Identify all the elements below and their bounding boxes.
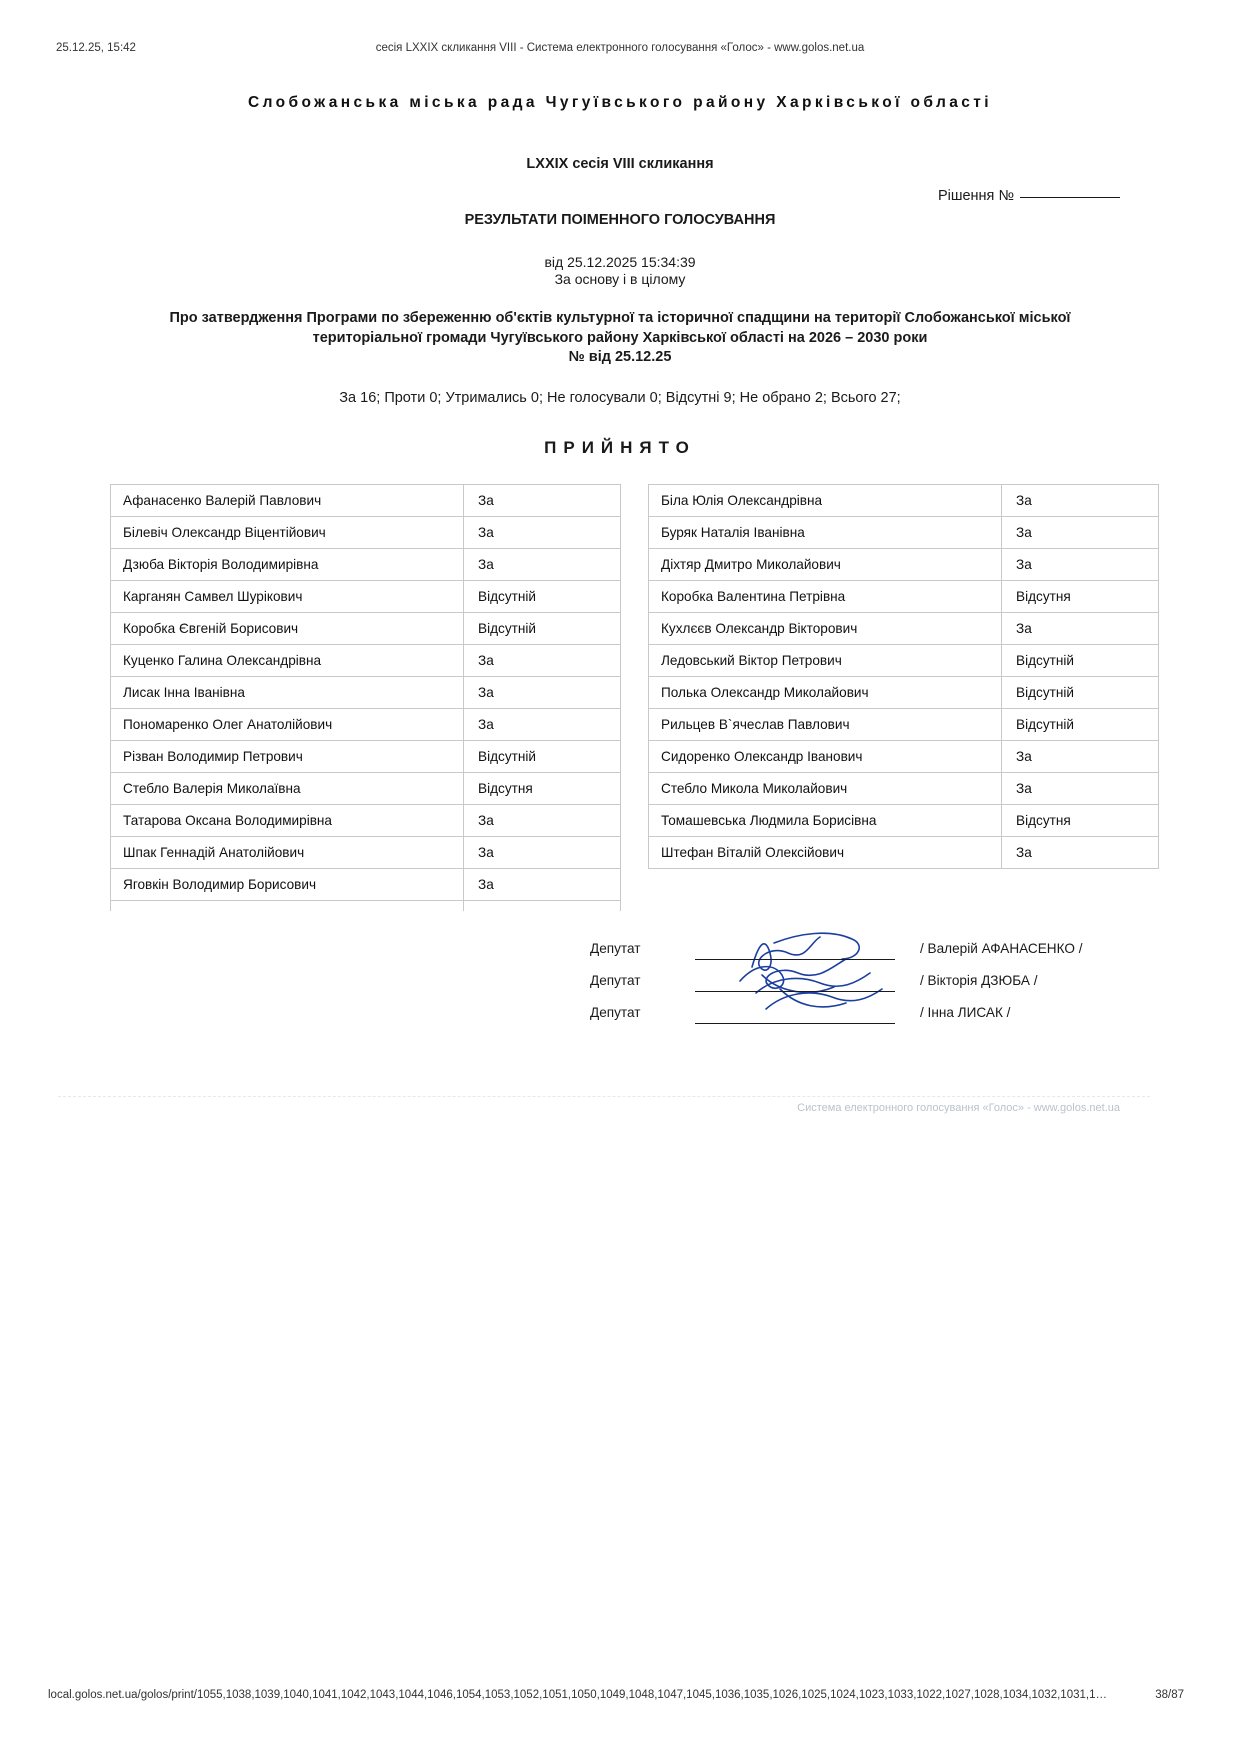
table-row [111, 708, 621, 740]
deputy-vote: Відсутня [464, 772, 621, 804]
table-row [649, 804, 1159, 836]
deputy-name: Стебло Микола Миколайович [649, 772, 1002, 804]
session-title: LXXIX сесія VIII скликання [526, 156, 714, 172]
deputy-vote: За [1002, 740, 1159, 772]
table-row [111, 804, 621, 836]
table-row [111, 836, 621, 868]
table-row-spacer [111, 900, 621, 911]
deputy-vote: За [464, 836, 621, 868]
deputy-name: Афанасенко Валерій Павлович [111, 484, 464, 516]
deputy-name: Лисак Інна Іванівна [111, 676, 464, 708]
deputy-name: Рильцев В`ячеслав Павлович [649, 708, 1002, 740]
print-footer-page: 38/87 [1155, 1689, 1184, 1701]
vote-column-left [110, 484, 592, 911]
deputy-name: Різван Володимир Петрович [111, 740, 464, 772]
deputy-name: Полька Олександр Миколайович [649, 676, 1002, 708]
deputy-name: Штефан Віталій Олексійович [649, 836, 1002, 868]
deputy-vote: Відсутній [464, 612, 621, 644]
signature-role-label: Депутат [590, 972, 641, 988]
signature-row [110, 1001, 1130, 1033]
decision-number-label [938, 188, 1120, 204]
vote-basis: За основу і в цілому [554, 271, 686, 287]
table-row [111, 644, 621, 676]
deputy-vote: За [464, 804, 621, 836]
signature-row [110, 937, 1130, 969]
print-footer [0, 1689, 1240, 1705]
vote-column-right [648, 484, 1130, 911]
deputy-name: Коробка Валентина Петрівна [649, 580, 1002, 612]
table-row [649, 836, 1159, 868]
vote-table-left [110, 484, 621, 911]
deputy-vote: За [464, 516, 621, 548]
deputy-name: Буряк Наталія Іванівна [649, 516, 1002, 548]
table-row [649, 708, 1159, 740]
deputy-name: Діхтяр Дмитро Миколайович [649, 548, 1002, 580]
deputy-vote: За [464, 484, 621, 516]
deputy-vote: За [464, 708, 621, 740]
deputy-name: Шпак Геннадій Анатолійович [111, 836, 464, 868]
deputy-vote: Відсутня [1002, 804, 1159, 836]
deputy-name: Куценко Галина Олександрівна [111, 644, 464, 676]
table-row [111, 740, 621, 772]
signature-row [110, 969, 1130, 1001]
results-title: РЕЗУЛЬТАТИ ПОІМЕННОГО ГОЛОСУВАННЯ [464, 212, 776, 228]
deputy-vote: Відсутня [1002, 580, 1159, 612]
deputy-vote: За [1002, 836, 1159, 868]
print-footer-url: local.golos.net.ua/golos/print/1055,1038,1039,1040,1041,1042,1043,1044,1046,1054,1053,1052,1051,1050,1049,1048,1047,1045,1036,1035,1026,1025,1024,1023,1033,1022,1027,1028,1034,1032,1031,1… [48, 1689, 1107, 1701]
table-row [649, 580, 1159, 612]
deputy-name: Пономаренко Олег Анатолійович [111, 708, 464, 740]
table-row [111, 868, 621, 900]
decision-number-blank-line [1020, 197, 1120, 198]
deputy-vote: За [1002, 484, 1159, 516]
decision-number-text: Рішення № [937, 188, 1014, 204]
deputy-name: Коробка Євгеній Борисович [111, 612, 464, 644]
vote-tally: За 16; Проти 0; Утримались 0; Не голосували 0; Відсутні 9; Не обрано 2; Всього 27; [339, 389, 901, 406]
table-spacer-cell [111, 900, 464, 911]
signature-line [695, 1023, 895, 1024]
deputy-name: Кухлєєв Олександр Вікторович [649, 612, 1002, 644]
deputy-name: Томашевська Людмила Борисівна [649, 804, 1002, 836]
deputy-name: Татарова Оксана Володимирівна [111, 804, 464, 836]
table-row [111, 612, 621, 644]
deputy-name: Яговкін Володимир Борисович [111, 868, 464, 900]
deputy-vote: За [1002, 612, 1159, 644]
deputy-name: Біла Юлія Олександрівна [649, 484, 1002, 516]
decision-number-row [110, 188, 1130, 214]
signature-line [695, 991, 895, 992]
table-row [649, 644, 1159, 676]
vote-verdict: ПРИЙНЯТО [544, 437, 696, 457]
table-spacer-cell [464, 900, 621, 911]
vote-table-right [648, 484, 1159, 869]
table-row [649, 548, 1159, 580]
deputy-vote: За [464, 548, 621, 580]
deputy-vote: Відсутній [1002, 708, 1159, 740]
print-header-timestamp: 25.12.25, 15:42 [56, 42, 136, 54]
signature-person-name: / Вікторія ДЗЮБА / [920, 972, 1038, 988]
table-row [111, 772, 621, 804]
signature-person-name: / Валерій АФАНАСЕНКО / [920, 940, 1083, 956]
deputy-vote: За [464, 676, 621, 708]
deputy-vote: За [464, 868, 621, 900]
decision-subject [110, 309, 1130, 368]
deputy-vote: За [1002, 772, 1159, 804]
table-row [111, 676, 621, 708]
deputy-name: Стебло Валерія Миколаївна [111, 772, 464, 804]
deputy-vote: Відсутній [1002, 644, 1159, 676]
deputy-name: Карганян Самвел Шурікович [111, 580, 464, 612]
table-row [111, 580, 621, 612]
vote-datetime: від 25.12.2025 15:34:39 [544, 254, 696, 270]
vote-tables [110, 484, 1130, 911]
decision-subject-line2: територіальної громади Чугуївського району Харківської області на 2026 – 2030 роки [312, 329, 928, 346]
deputy-vote: За [1002, 548, 1159, 580]
signature-role-label: Депутат [590, 940, 641, 956]
deputy-name: Сидоренко Олександр Іванович [649, 740, 1002, 772]
table-row [649, 676, 1159, 708]
deputy-name: Дзюба Вікторія Володимирівна [111, 548, 464, 580]
system-watermark: Система електронного голосування «Голос» - www.golos.net.ua [797, 1102, 1120, 1114]
table-row [649, 612, 1159, 644]
deputy-vote: За [1002, 516, 1159, 548]
table-row [649, 516, 1159, 548]
signature-role-label: Депутат [590, 1004, 641, 1020]
decision-subject-line3: № від 25.12.25 [568, 349, 672, 366]
print-header-title: сесія LXXIX скликання VIII - Система електронного голосування «Голос» - www.golos.net.ua [375, 42, 865, 54]
footer-divider [58, 1096, 1150, 1097]
decision-subject-line1: Про затвердження Програми по збереженню об'єктів культурної та історичної спадщини на території Слобожанської міської [169, 310, 1071, 326]
table-row [111, 484, 621, 516]
signature-person-name: / Інна ЛИСАК / [920, 1004, 1011, 1020]
deputy-vote: За [464, 644, 621, 676]
table-row [649, 484, 1159, 516]
table-row [649, 772, 1159, 804]
deputy-name: Білевіч Олександр Віцентійович [111, 516, 464, 548]
table-row [111, 548, 621, 580]
deputy-vote: Відсутній [464, 580, 621, 612]
deputy-vote: Відсутній [1002, 676, 1159, 708]
signature-line [695, 959, 895, 960]
organization-title: Слобожанська міська рада Чугуївського району Харківської області [248, 94, 992, 111]
document-body [110, 84, 1130, 1114]
table-row [649, 740, 1159, 772]
signature-block [110, 937, 1130, 1047]
print-header [0, 42, 1240, 58]
table-row [111, 516, 621, 548]
deputy-name: Ледовський Віктор Петрович [649, 644, 1002, 676]
deputy-vote: Відсутній [464, 740, 621, 772]
